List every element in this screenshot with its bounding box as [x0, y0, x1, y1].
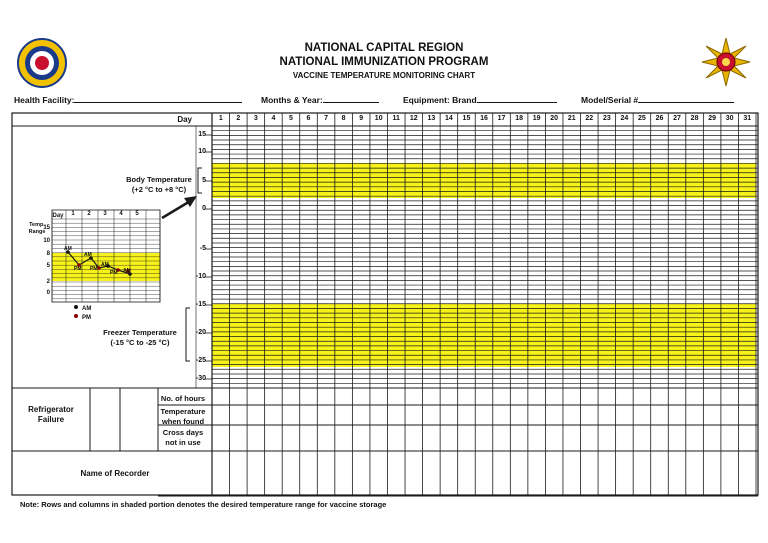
- example-point-label: AM: [84, 252, 92, 258]
- day-column-header: 7: [324, 115, 328, 122]
- day-column-header: 1: [218, 115, 223, 122]
- example-day-label: Day: [52, 213, 64, 219]
- temp-scale-tick: -5: [199, 245, 206, 252]
- day-column-header: 20: [550, 115, 559, 122]
- name-of-recorder-label: Name of Recorder: [80, 469, 150, 478]
- example-tick: 8: [46, 251, 50, 257]
- freezer-temp-range: (-15 °C to -25 °C): [110, 338, 170, 347]
- legend-am-dot: [74, 305, 78, 309]
- temp-scale-tick: 5: [202, 177, 206, 184]
- example-tick: 10: [43, 238, 50, 244]
- temp-scale-tick: -30: [195, 375, 206, 382]
- body-temp-range: (+2 °C to +8 °C): [131, 185, 187, 194]
- health-facility-label: Health Facility:: [14, 95, 75, 105]
- months-year-label: Months & Year:: [261, 95, 323, 105]
- example-tick: 5: [46, 263, 50, 269]
- freezer-temp-title: Freezer Temperature: [103, 328, 177, 337]
- day-column-header: 14: [445, 115, 453, 122]
- example-day-number: 3: [103, 211, 107, 217]
- day-column-header: 18: [515, 115, 523, 122]
- day-column-header: 25: [638, 115, 646, 122]
- day-column-header: 23: [602, 115, 611, 122]
- temp-scale-tick: 15: [198, 131, 206, 138]
- day-column-header: 13: [427, 115, 436, 122]
- example-point-label: AM: [64, 246, 72, 252]
- example-day-number: 5: [135, 211, 139, 217]
- title-program: NATIONAL IMMUNIZATION PROGRAM: [279, 56, 489, 68]
- example-point-label: PM: [90, 266, 98, 272]
- footnote: Note: Rows and columns in shaded portion denotes the desired temperature range for vaccine storage: [20, 500, 387, 509]
- title-chart: VACCINE TEMPERATURE MONITORING CHART: [292, 71, 476, 80]
- example-day-number: 2: [87, 211, 91, 217]
- body-temp-label: [118, 175, 200, 195]
- day-column-header: 10: [374, 115, 383, 122]
- day-column-header: 15: [462, 115, 471, 122]
- day-column-header: 26: [655, 115, 664, 122]
- day-column-header: 3: [253, 115, 258, 122]
- temp-scale-tick: -25: [195, 357, 206, 364]
- day-column-header: 28: [690, 115, 699, 122]
- day-column-header: 2: [236, 115, 241, 122]
- day-column-header: 24: [620, 115, 629, 122]
- day-column-header: 31: [743, 115, 752, 122]
- freezer-temp-label: [98, 328, 182, 348]
- example-point-label: AM: [101, 262, 109, 268]
- example-range-label: Temp. Range: [28, 222, 46, 235]
- temp-scale-tick: -15: [195, 301, 206, 308]
- equipment-brand-label: Equipment: Brand: [403, 95, 477, 105]
- day-column-header: 16: [480, 115, 488, 122]
- model-serial-label: Model/Serial #: [581, 95, 639, 105]
- day-column-header: 17: [497, 115, 506, 122]
- day-column-header: 4: [271, 115, 276, 122]
- temp-scale-tick: -10: [195, 273, 206, 280]
- example-tick: 15: [43, 225, 50, 231]
- temp-when-found-label: Temperature when found: [160, 407, 206, 426]
- day-column-header: 9: [359, 115, 364, 122]
- day-column-header: 27: [673, 115, 681, 122]
- example-tick: 2: [46, 279, 50, 285]
- day-column-header: 8: [341, 115, 346, 122]
- day-column-header: 5: [289, 115, 293, 122]
- day-column-header: 12: [409, 115, 418, 122]
- no-of-hours-label: No. of hours: [160, 394, 206, 403]
- day-column-header: 6: [306, 115, 311, 122]
- example-point-label: PM: [74, 266, 82, 272]
- example-day-number: 1: [71, 211, 75, 217]
- temp-scale-tick: 10: [198, 148, 206, 155]
- day-header-label: Day: [177, 115, 192, 124]
- example-point-label: PM: [110, 270, 118, 276]
- temp-scale-tick: -20: [195, 329, 206, 336]
- day-column-header: 21: [567, 115, 576, 122]
- example-point-label: AM: [123, 268, 131, 274]
- body-temp-title: Body Temperature: [126, 175, 192, 184]
- day-column-header: 30: [725, 115, 734, 122]
- day-column-header: 22: [585, 115, 594, 122]
- legend-am-label: AM: [82, 306, 92, 312]
- temp-scale-tick: 0: [202, 205, 206, 212]
- example-day-number: 4: [119, 211, 123, 217]
- legend-pm-label: PM: [82, 315, 91, 321]
- title-region: NATIONAL CAPITAL REGION: [304, 42, 464, 54]
- day-column-header: 11: [392, 115, 400, 122]
- cross-days-label: Cross days not in use: [162, 428, 204, 447]
- legend-pm-dot: [74, 314, 78, 318]
- day-column-header: 29: [708, 115, 717, 122]
- refrigerator-failure-label: Refrigerator Failure: [28, 405, 74, 424]
- day-column-header: 19: [532, 115, 541, 122]
- example-tick: 0: [46, 290, 50, 296]
